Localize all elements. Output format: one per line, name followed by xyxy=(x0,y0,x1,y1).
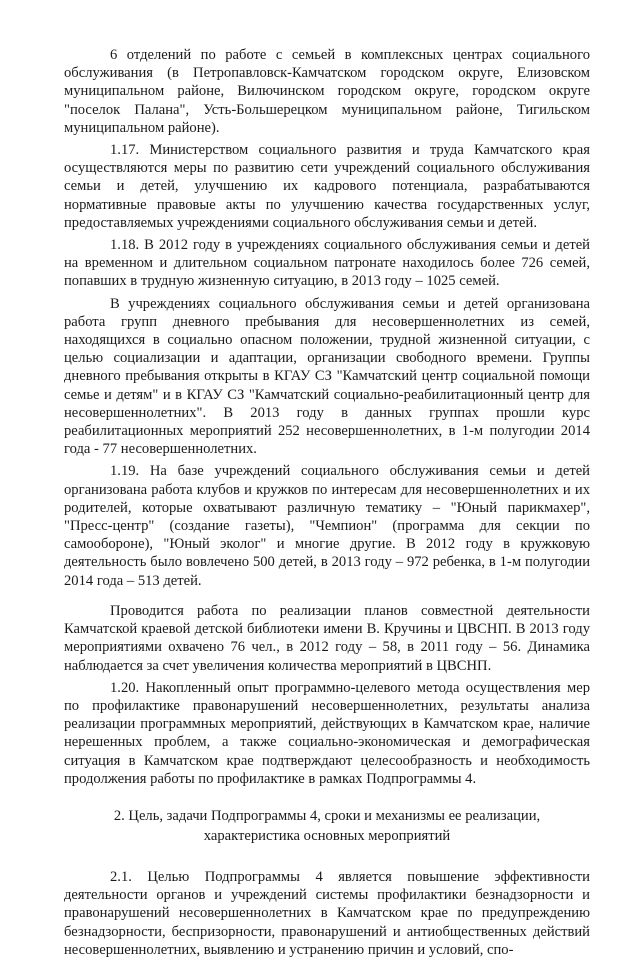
paragraph-library: Проводится работа по реализации планов совместной деятельности Камчатской краевой детской библиотеки имени В. Кручины и ЦВСНП. В 2013 году мероприятиями охвачено 76 чел., в 2012 году – 58, в 2011 году – 56. Динамика наблюдается за счет увеличения количества мероприятий в ЦВСНП. xyxy=(64,602,590,674)
section-heading xyxy=(64,806,590,846)
section-heading-line-1: 2. Цель, задачи Подпрограммы 4, сроки и механизмы ее реализации, xyxy=(113,807,541,824)
section-heading-line-2: характеристика основных мероприятий xyxy=(203,827,451,844)
paragraph-family-departments: 6 отделений по работе с семьей в комплексных центрах социального обслуживания (в Петропавловск-Камчатском городском округе, Елизовском муниципальном районе, Вилючинском городском округе, городском округе "поселок Палана", Усть-Большерецком муниципальном районе, Тигильском муниципальном районе). xyxy=(64,47,590,136)
paragraph-1-20: 1.20. Накопленный опыт программно-целевого метода осуществления мер по профилактике правонарушений несовершеннолетних, результаты анализа реализации программных мероприятий, действующих в Камчатском крае, наличие нерешенных проблем, а также социально-экономическая и демографическая ситуация в Камчатском крае подтверждают целесообразность и необходимость продолжения работы по профилактике в рамках Подпрограммы 4. xyxy=(64,679,590,787)
paragraph-2-1: 2.1. Целью Подпрограммы 4 является повышение эффективности деятельности органов и учреждений системы профилактики безнадзорности и правонарушений несовершеннолетних в Камчатском крае по предупреждению безнадзорности, беспризорности, правонарушений и антиобщественных действий несовершеннолетних, выявлению и устранению причин и условий, спо- xyxy=(64,868,590,958)
paragraph-1-18: 1.18. В 2012 году в учреждениях социального обслуживания семьи и детей на временном и длительном социальном патронате находилось более 726 семей, попавших в трудную жизненную ситуацию, в 2013 году – 1025 семей. xyxy=(64,237,590,290)
paragraph-day-groups: В учреждениях социального обслуживания семьи и детей организована работа групп дневного пребывания для несовершеннолетних из семей, находящихся в социально опасном положении, трудной жизненной ситуации, с целью социализации и адаптации, организации свободного времени. Группы дневного пребывания открыты в КГАУ СЗ "Камчатский центр социальной помощи семье и детям" и в КГАУ СЗ "Камчатский социально-реабилитационный центр для несовершеннолетних". В 2013 году в данных группах прошли курс реабилитационных мероприятий 252 несовершеннолетних, в 1-м полугодии 2014 года - 77 несовершеннолетних. xyxy=(64,295,590,458)
document-page xyxy=(64,46,590,963)
paragraph-1-17: 1.17. Министерством социального развития и труда Камчатского края осуществляются меры по развитию сети учреждений социального обслуживания семьи и детей, улучшению их кадрового потенциала, разрабатываются нормативные правовые акты по улучшению качества государственных услуг, предоставляемых учреждениями социального обслуживания семьи и детей. xyxy=(64,142,590,231)
paragraph-1-19: 1.19. На базе учреждений социального обслуживания семьи и детей организована работа клубов и кружков по интересам для несовершеннолетних и их родителей, которые охватывают различную тематику – "Юный парикмахер", "Пресс-центр" (создание газеты), "Чемпион" (программа для секции по самообороне), "Юный эколог" и многие другие. В 2012 году в кружковую деятельность было вовлечено 500 детей, в 2013 году – 972 ребенка, в 1-м полугодии 2014 года – 513 детей. xyxy=(64,463,590,589)
